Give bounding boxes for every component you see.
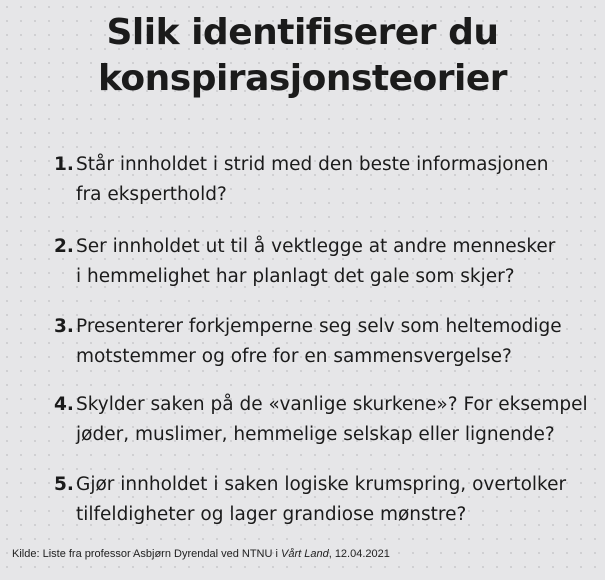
list-item [54, 312, 584, 372]
title-line-2: konspirasjonsteorier [97, 58, 508, 99]
item-line: motstemmer og ofre for en sammensvergelse? [76, 346, 512, 367]
item-number: 4. [54, 394, 74, 415]
item-line: Presenterer forkjemperne seg selv som heltemodige [76, 316, 562, 337]
page-title [0, 10, 605, 102]
item-line: fra eksperthold? [76, 184, 227, 205]
list-item [54, 390, 588, 450]
item-line: Gjør innholdet i saken logiske krumspring, overtolker [76, 474, 567, 495]
list-item [54, 232, 584, 292]
source-credit [12, 548, 390, 560]
source-prefix: Kilde: Liste fra professor Asbjørn Dyrendal ved NTNU i [12, 548, 281, 560]
item-text [76, 390, 588, 450]
item-number: 1. [54, 154, 74, 175]
list-item [54, 150, 584, 210]
item-number: 5. [54, 474, 74, 495]
item-number: 3. [54, 316, 74, 337]
title-line-1: Slik identifiserer du [106, 12, 499, 53]
item-line: Skylder saken på de «vanlige skurkene»? For eksempel [76, 394, 588, 415]
list-item [54, 470, 584, 530]
item-line: tilfeldigheter og lager grandiose mønstre? [76, 504, 467, 525]
item-line: Ser innholdet ut til å vektlegge at andre mennesker [76, 236, 556, 257]
item-line: Står innholdet i strid med den beste informasjonen [76, 154, 549, 175]
item-line: jøder, muslimer, hemmelige selskap eller lignende? [76, 424, 555, 445]
item-text [76, 312, 584, 372]
source-suffix: , 12.04.2021 [328, 548, 390, 560]
item-line: i hemmelighet har planlagt det gale som skjer? [76, 266, 515, 287]
item-text [76, 470, 584, 530]
source-publication: Vårt Land [281, 548, 329, 560]
item-text [76, 232, 584, 292]
item-text [76, 150, 584, 210]
item-number: 2. [54, 236, 74, 257]
